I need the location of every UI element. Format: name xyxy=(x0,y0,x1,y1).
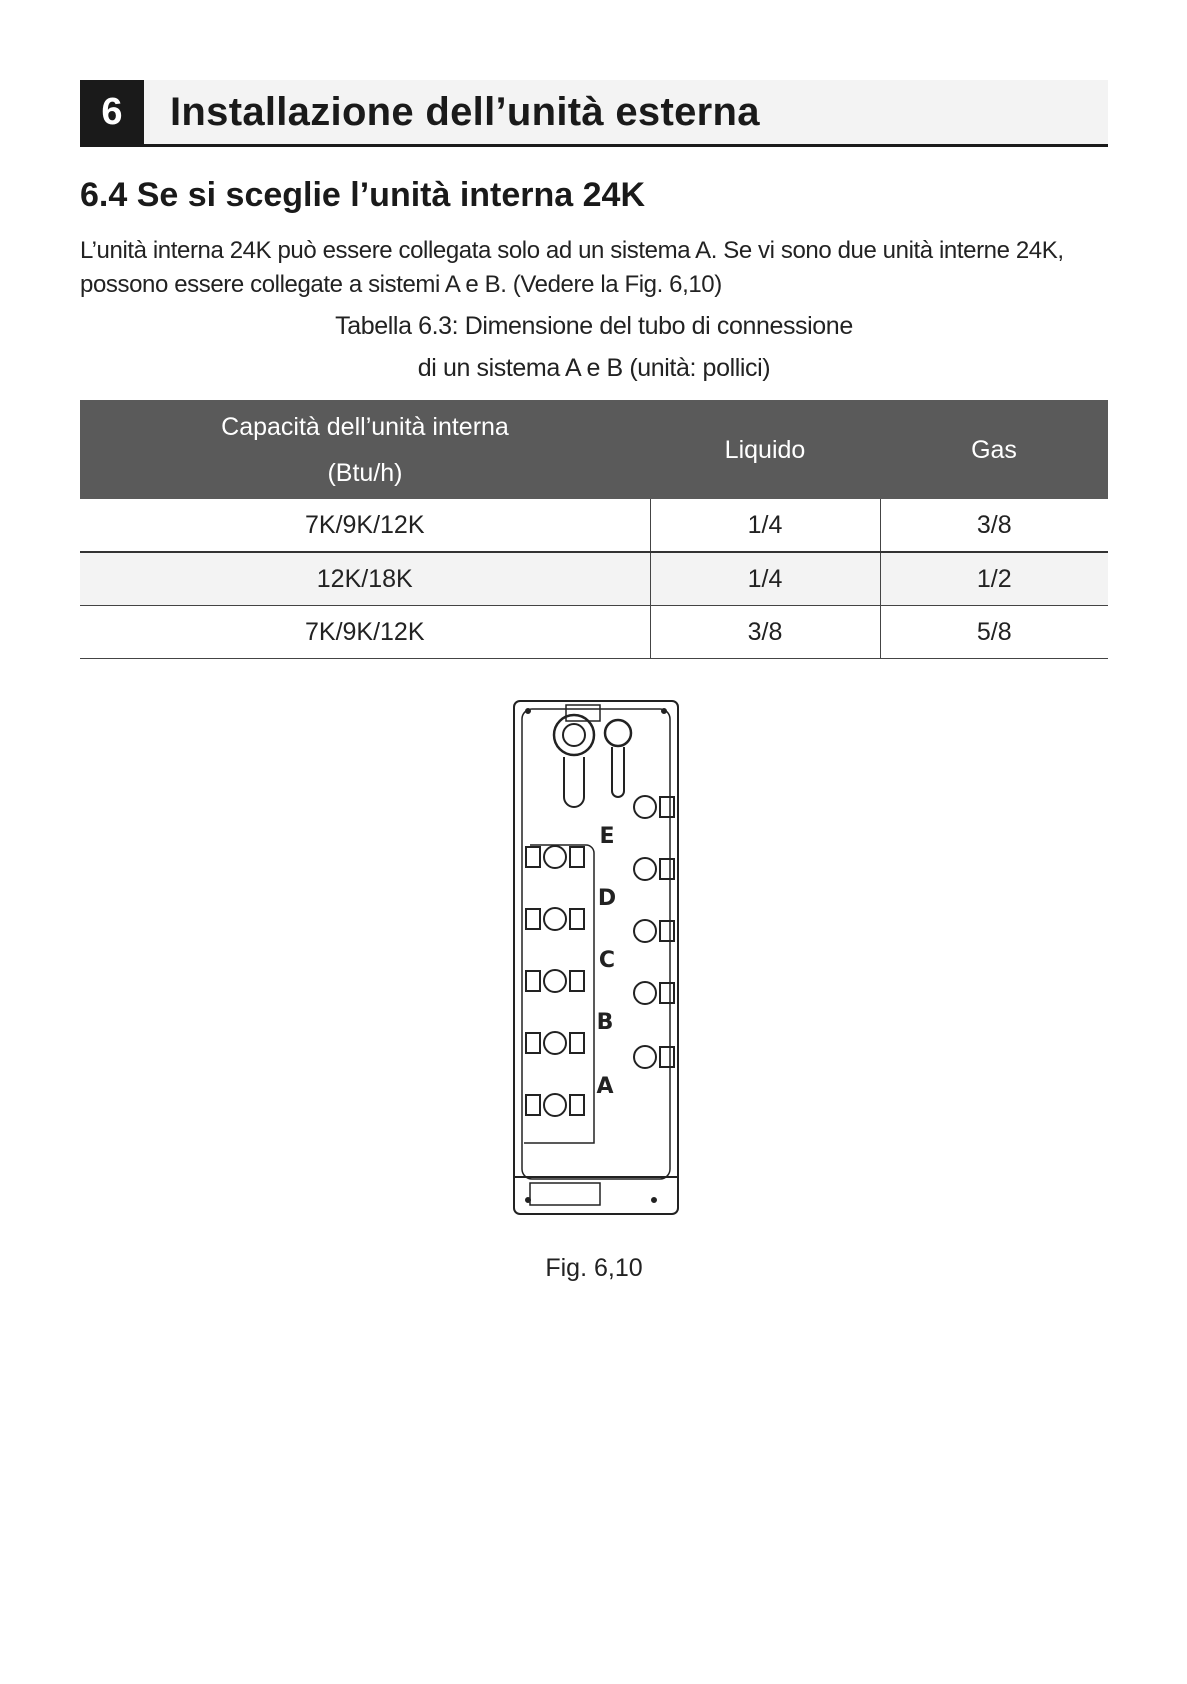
valve-d-gas xyxy=(634,858,656,880)
service-valve-liquid xyxy=(605,720,631,746)
valve-d-liquid xyxy=(544,908,566,930)
cell-liquid: 3/8 xyxy=(650,606,880,659)
valve-nut xyxy=(526,847,540,867)
right-valve-column xyxy=(634,796,674,1068)
pipe-size-table xyxy=(80,400,1108,659)
cell-capacity: 12K/18K xyxy=(80,552,650,606)
header-gas: Gas xyxy=(880,400,1108,499)
system-label-d: D xyxy=(597,886,617,911)
valve-c-gas xyxy=(634,920,656,942)
valve-panel-diagram xyxy=(508,695,684,1220)
valve-nut xyxy=(526,1095,540,1115)
valve-a-liquid xyxy=(544,1094,566,1116)
cell-gas: 5/8 xyxy=(880,606,1108,659)
top-bracket xyxy=(566,705,600,721)
valve-c-liquid xyxy=(544,970,566,992)
table-row xyxy=(80,606,1108,659)
table-caption-line-2: di un sistema A e B (unità: pollici) xyxy=(417,354,771,382)
cell-liquid: 1/4 xyxy=(650,499,880,552)
intro-paragraph xyxy=(80,234,1110,302)
valve-nut xyxy=(570,1095,584,1115)
valve-nut xyxy=(660,797,674,817)
table-caption-line-1: Tabella 6.3: Dimensione del tubo di connessione xyxy=(335,312,853,340)
cell-capacity: 7K/9K/12K xyxy=(80,606,650,659)
valve-nut xyxy=(526,971,540,991)
cell-gas: 3/8 xyxy=(880,499,1108,552)
system-label-b: B xyxy=(596,1010,614,1035)
liquid-pipe-stub xyxy=(612,747,624,797)
chapter-title: Installazione dell’unità esterna xyxy=(170,90,760,134)
valve-nut xyxy=(570,971,584,991)
valve-nut xyxy=(660,1047,674,1067)
cell-gas: 1/2 xyxy=(880,552,1108,606)
table-row xyxy=(80,552,1108,606)
left-valve-column xyxy=(526,846,584,1116)
valve-nut xyxy=(526,1033,540,1053)
chapter-header xyxy=(80,80,1108,147)
chapter-number: 6 xyxy=(80,80,144,144)
valve-e-liquid xyxy=(544,846,566,868)
valve-nut xyxy=(660,921,674,941)
intro-line-1: L’unità interna 24K può essere collegata solo ad un sistema A. Se vi sono due unità interne 24K, xyxy=(80,237,1064,264)
figure-caption: Fig. 6,10 xyxy=(545,1254,643,1282)
gas-pipe-stub xyxy=(564,757,584,807)
header-capacity xyxy=(80,400,650,499)
table-header-row xyxy=(80,400,1108,499)
cell-capacity: 7K/9K/12K xyxy=(80,499,650,552)
valve-b-gas xyxy=(634,982,656,1004)
screw-hole xyxy=(652,1198,656,1202)
cell-liquid: 1/4 xyxy=(650,552,880,606)
intro-line-2: possono essere collegate a sistemi A e B. (Vedere la Fig. 6,10) xyxy=(80,271,722,298)
screw-hole xyxy=(526,709,530,713)
valve-a-gas xyxy=(634,1046,656,1068)
valve-b-liquid xyxy=(544,1032,566,1054)
panel-base-plate xyxy=(530,1183,600,1205)
valve-nut xyxy=(660,983,674,1003)
screw-hole xyxy=(526,1198,530,1202)
table-row xyxy=(80,499,1108,552)
system-label-a: A xyxy=(596,1074,614,1099)
section-title: 6.4 Se si sceglie l’unità interna 24K xyxy=(80,176,646,214)
system-label-c: C xyxy=(598,948,616,973)
valve-e-gas xyxy=(634,796,656,818)
valve-nut xyxy=(570,909,584,929)
header-capacity-line-1: Capacità dell’unità interna xyxy=(221,412,509,441)
valve-nut xyxy=(570,1033,584,1053)
system-label-e: E xyxy=(599,824,615,849)
header-capacity-line-2: (Btu/h) xyxy=(327,458,403,487)
valve-nut xyxy=(526,909,540,929)
panel-outline xyxy=(514,701,678,1214)
header-liquid: Liquido xyxy=(650,400,880,499)
valve-nut xyxy=(660,859,674,879)
screw-hole xyxy=(662,709,666,713)
service-valve-gas-core xyxy=(563,724,585,746)
valve-nut xyxy=(570,847,584,867)
